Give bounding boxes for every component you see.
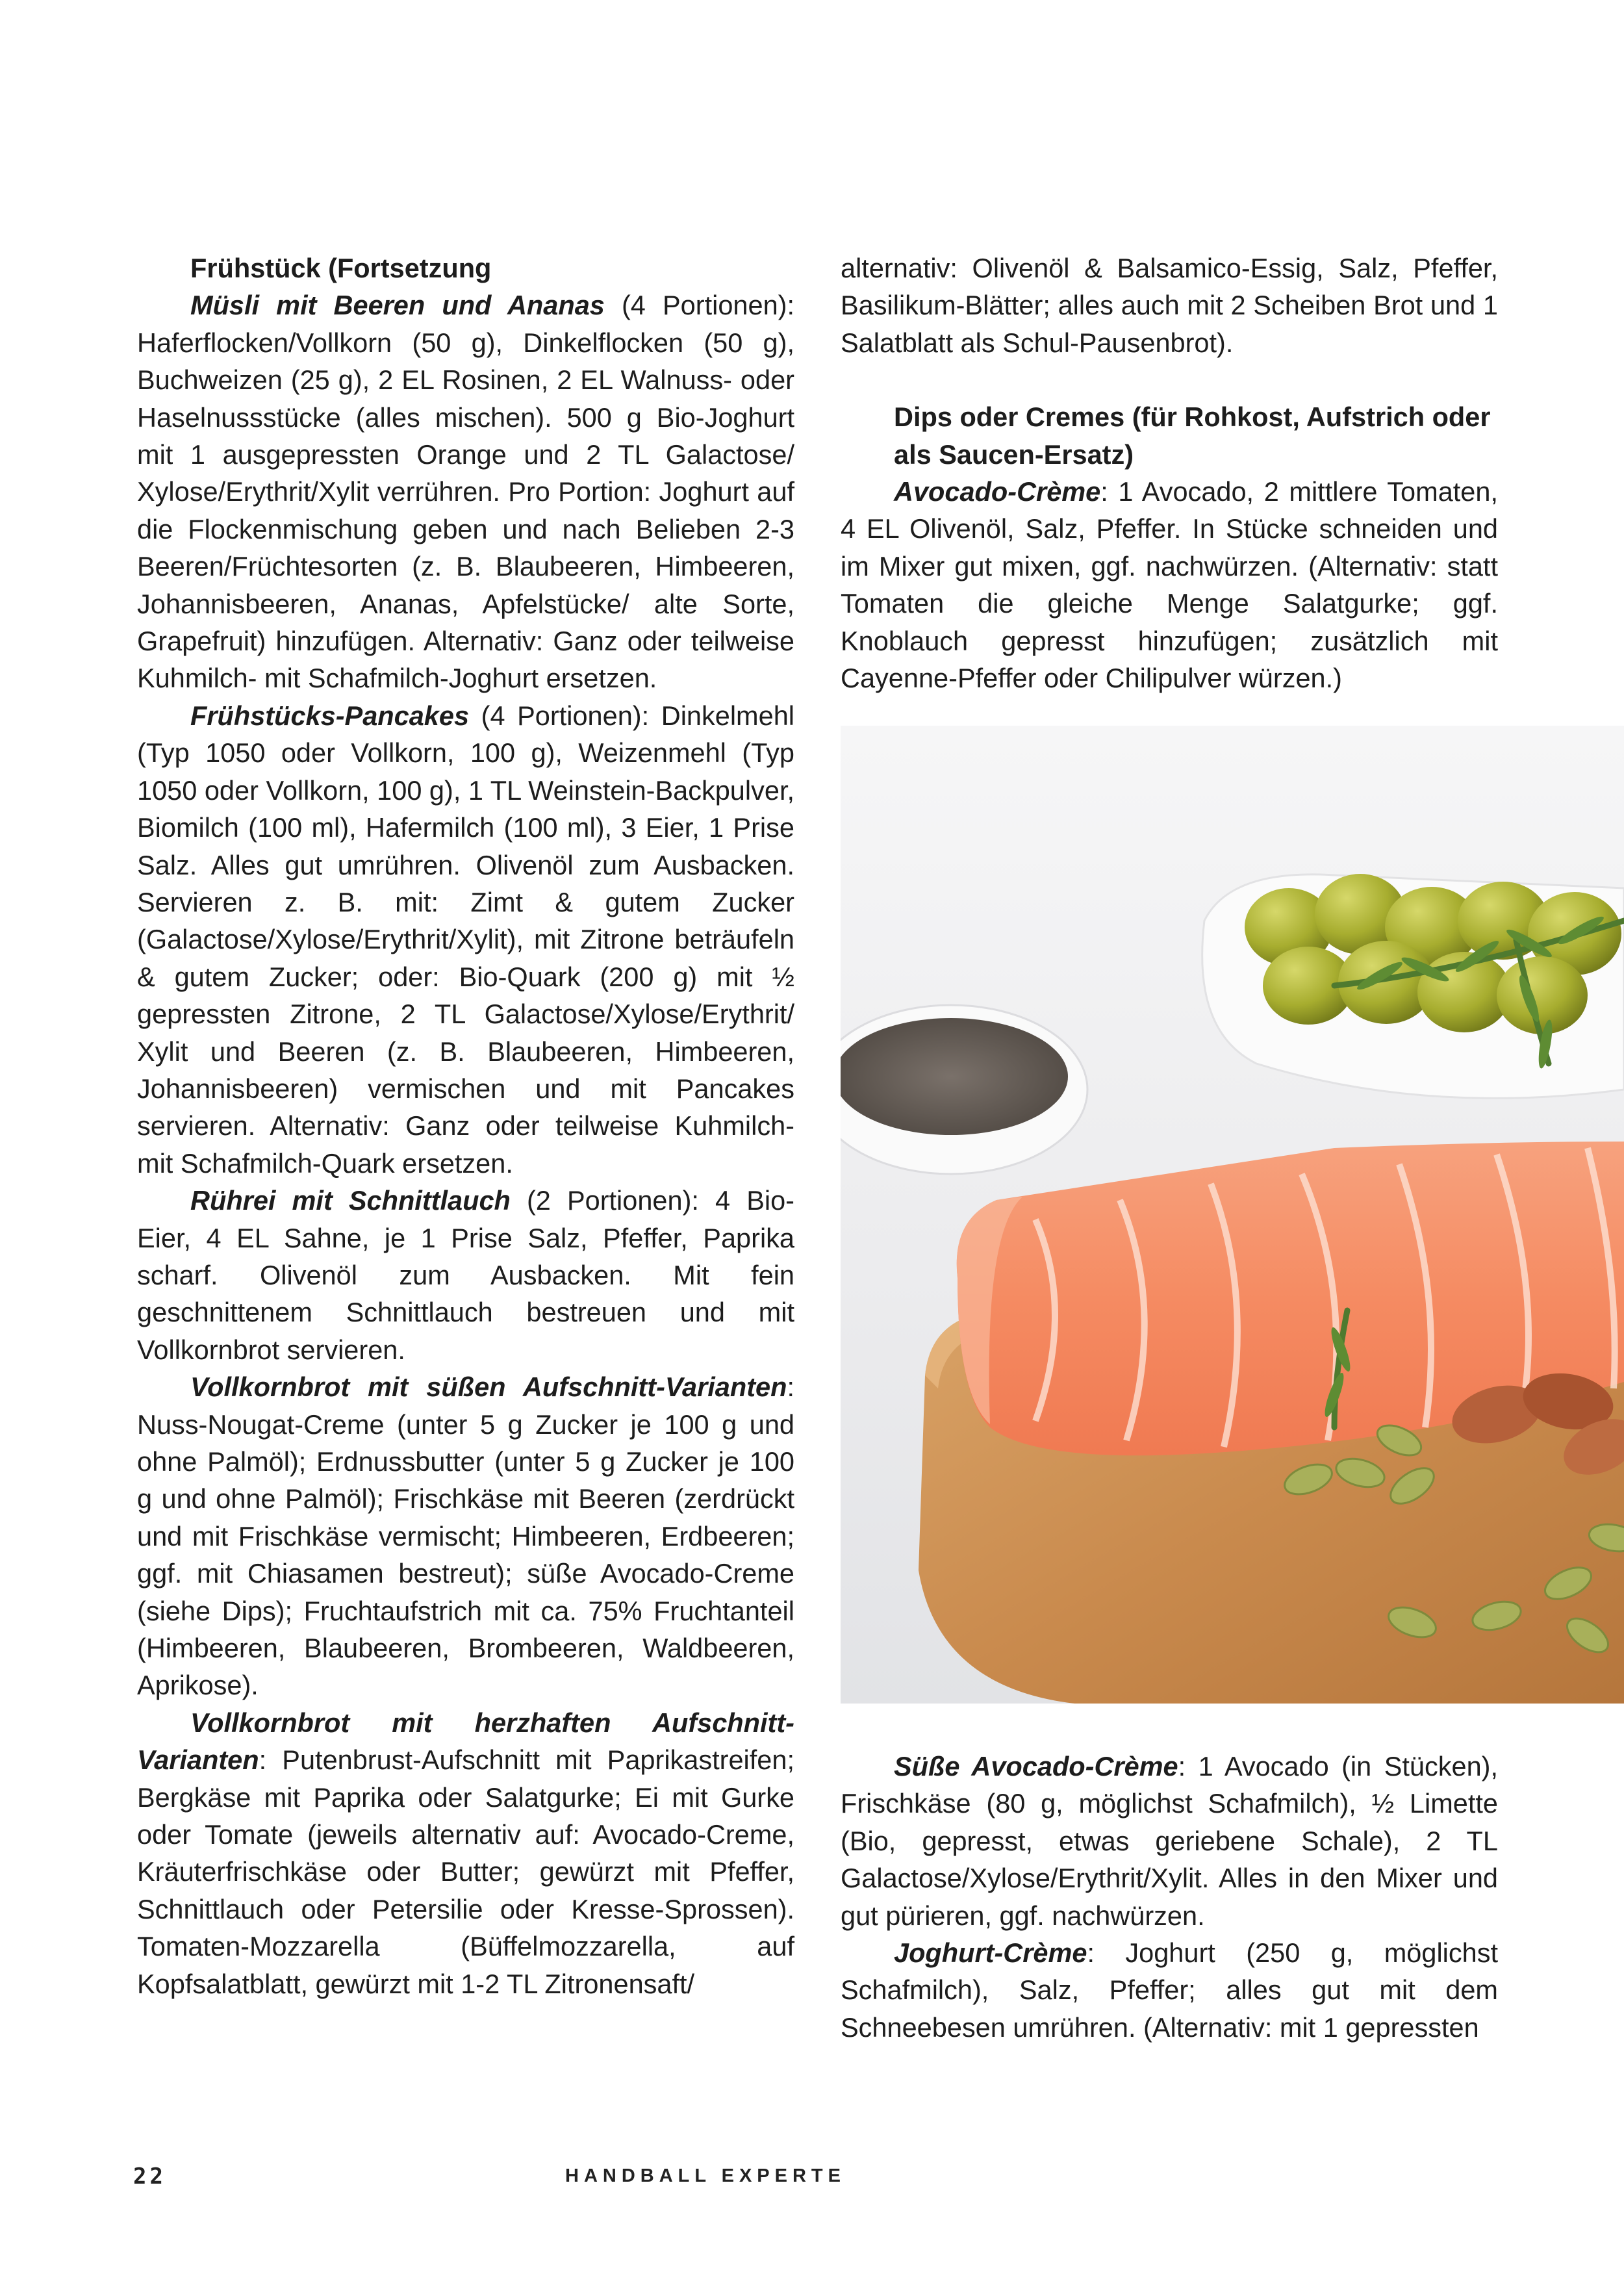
recipe-text: (4 Portionen): Haferflocken/Vollkorn (50 g), Dinkelflocken (50 g), Buchweizen (25 g), 2 EL Rosinen, 2 EL Walnuss- oder Haselnussstücke (alles mischen). 500 g Bio-Joghurt mit 1 ausgepressten Orange und 2 TL Galactose/ Xylose/Erythrit/Xylit verrühren. Pro Portion: Joghurt auf die Flockenmischung geben und nach Belieben 2-3 Beeren/Früchtesorten (z. B. Blaubeeren, Himbeeren, Johannisbeeren, Ananas, Apfelstücke/ alte Sorte, Grapefruit) hinzufügen. Alternativ: Ganz oder teilweise Kuhmilch- mit Schafmilch-Joghurt ersetzen. xyxy=(137,290,794,694)
recipe-title: Vollkornbrot mit süßen Aufschnitt-Varianten xyxy=(190,1372,787,1403)
recipe-text: : Joghurt (250 g, möglichst Schafmilch), Salz, Pfeffer; alles gut mit dem Schneebesen umrühren. (Alternativ: mit 1 gepressten xyxy=(841,1937,1498,2043)
magazine-title: HANDBALL EXPERTE xyxy=(565,2165,846,2186)
left-column xyxy=(137,249,794,2002)
recipe-title: Joghurt-Crème xyxy=(894,1937,1087,1969)
page-number: 22 xyxy=(133,2164,166,2189)
recipe-title: Rührei mit Schnittlauch xyxy=(190,1185,511,1216)
recipe-title: Müsli mit Beeren und Ananas xyxy=(190,290,605,321)
continuation-text: alternativ: Olivenöl & Balsamico-Essig, Salz, Pfeffer, Basilikum-Blätter; alles auch mit 2 Scheiben Brot und 1 Salatblatt als Schul-Pausenbrot). xyxy=(841,253,1498,358)
right-column-top xyxy=(841,249,1498,696)
recipe-sweet-bread xyxy=(137,1368,794,1704)
recipe-text: (4 Portionen): Dinkelmehl (Typ 1050 oder Vollkorn, 100 g), Weizenmehl (Typ 1050 oder Vollkorn, 100 g), 1 TL Weinstein-Backpulver, Biomilch (100 ml), Hafermilch (100 ml), 3 Eier, 1 Prise Salz. Alles gut umrühren. Olivenöl zum Ausbacken. Servieren z. B. mit: Zimt & gutem Zucker (Galactose/Xylose/Erythrit/Xylit), mit Zitrone beträufeln & gutem Zucker; oder: Bio-Quark (200 g) mit ½ gepressten Zitrone, 2 TL Galactose/Xylose/Erythrit/ Xylit und Beeren (z. B. Blaubeeren, Himbeeren, Johannisbeeren) vermischen und mit Pancakes servieren. Alternativ: Ganz oder teilweise Kuhmilch- mit Schafmilch-Quark ersetzen. xyxy=(137,700,794,1179)
recipe-avocado-creme xyxy=(841,473,1498,696)
recipe-text: : 1 Avocado (in Stücken), Frischkäse (80 g, möglichst Schafmilch), ½ Limette (Bio, gepresst, etwas geriebene Schale), 2 TL Galactose/Xylose/Erythrit/Xylit. Alles in den Mixer und gut pürieren, ggf. nachwürzen. xyxy=(841,1751,1498,1931)
recipe-sweet-avocado-creme xyxy=(841,1748,1498,1934)
recipe-title: Frühstücks-Pancakes xyxy=(190,700,470,731)
recipe-savory-bread xyxy=(137,1704,794,2002)
right-column-bottom xyxy=(841,1748,1498,2046)
section-heading-breakfast: Frühstück (Fortsetzung xyxy=(190,253,492,283)
recipe-scrambled-eggs xyxy=(137,1182,794,1368)
recipe-text: (2 Portionen): 4 Bio-Eier, 4 EL Sahne, je 1 Prise Salz, Pfeffer, Paprika scharf. Olivenöl zum Ausbacken. Mit fein geschnittenem Schnittlauch bestreuen und mit Vollkornbrot servieren. xyxy=(137,1185,794,1365)
recipe-title: Vollkornbrot mit herzhaften Aufschnitt-Varianten xyxy=(137,1707,794,1776)
recipe-pancakes xyxy=(137,697,794,1182)
recipe-muesli xyxy=(137,287,794,696)
recipe-yogurt-creme xyxy=(841,1934,1498,2046)
recipe-text: : Nuss-Nougat-Creme (unter 5 g Zucker je 100 g und ohne Palmöl); Erdnussbutter (unter 5 g Zucker je 100 g und ohne Palmöl); Frischkäse mit Beeren (zerdrückt und mit Frischkäse vermischt; Himbeeren, Erdbeeren; ggf. mit Chiasamen bestreut); süße Avocado-Creme (siehe Dips); Fruchtaufstrich mit ca. 75% Fruchtanteil (Himbeeren, Blaubeeren, Brombeeren, Waldbeeren, Aprikose). xyxy=(137,1372,794,1701)
food-photo xyxy=(841,726,1624,1704)
recipe-title: Avocado-Crème xyxy=(894,476,1101,507)
recipe-text: : Putenbrust-Aufschnitt mit Paprikastreifen; Bergkäse mit Paprika oder Salatgurke; Ei mit Gurke oder Tomate (jeweils alternativ auf: Avocado-Creme, Kräuterfrischkäse oder Butter; gewürzt mit Pfeffer, Schnittlauch oder Petersilie oder Kresse-Sprossen). Tomaten-Mozzarella (Büffelmozzarella, auf Kopfsalatblatt, gewürzt mit 1-2 TL Zitronensaft/ xyxy=(137,1744,794,1999)
recipe-text: : 1 Avocado, 2 mittlere Tomaten, 4 EL Olivenöl, Salz, Pfeffer. In Stücke schneiden und im Mixer gut mixen, ggf. nachwürzen. (Alternativ: statt Tomaten die gleiche Menge Salatgurke; ggf. Knoblauch gepresst hinzufügen; zusätzlich mit Cayenne-Pfeffer oder Chilipulver würzen.) xyxy=(841,476,1498,694)
section-heading-dips: Dips oder Cremes (für Rohkost, Aufstrich oder als Saucen-Ersatz) xyxy=(894,402,1491,470)
recipe-title: Süße Avocado-Crème xyxy=(894,1751,1178,1781)
